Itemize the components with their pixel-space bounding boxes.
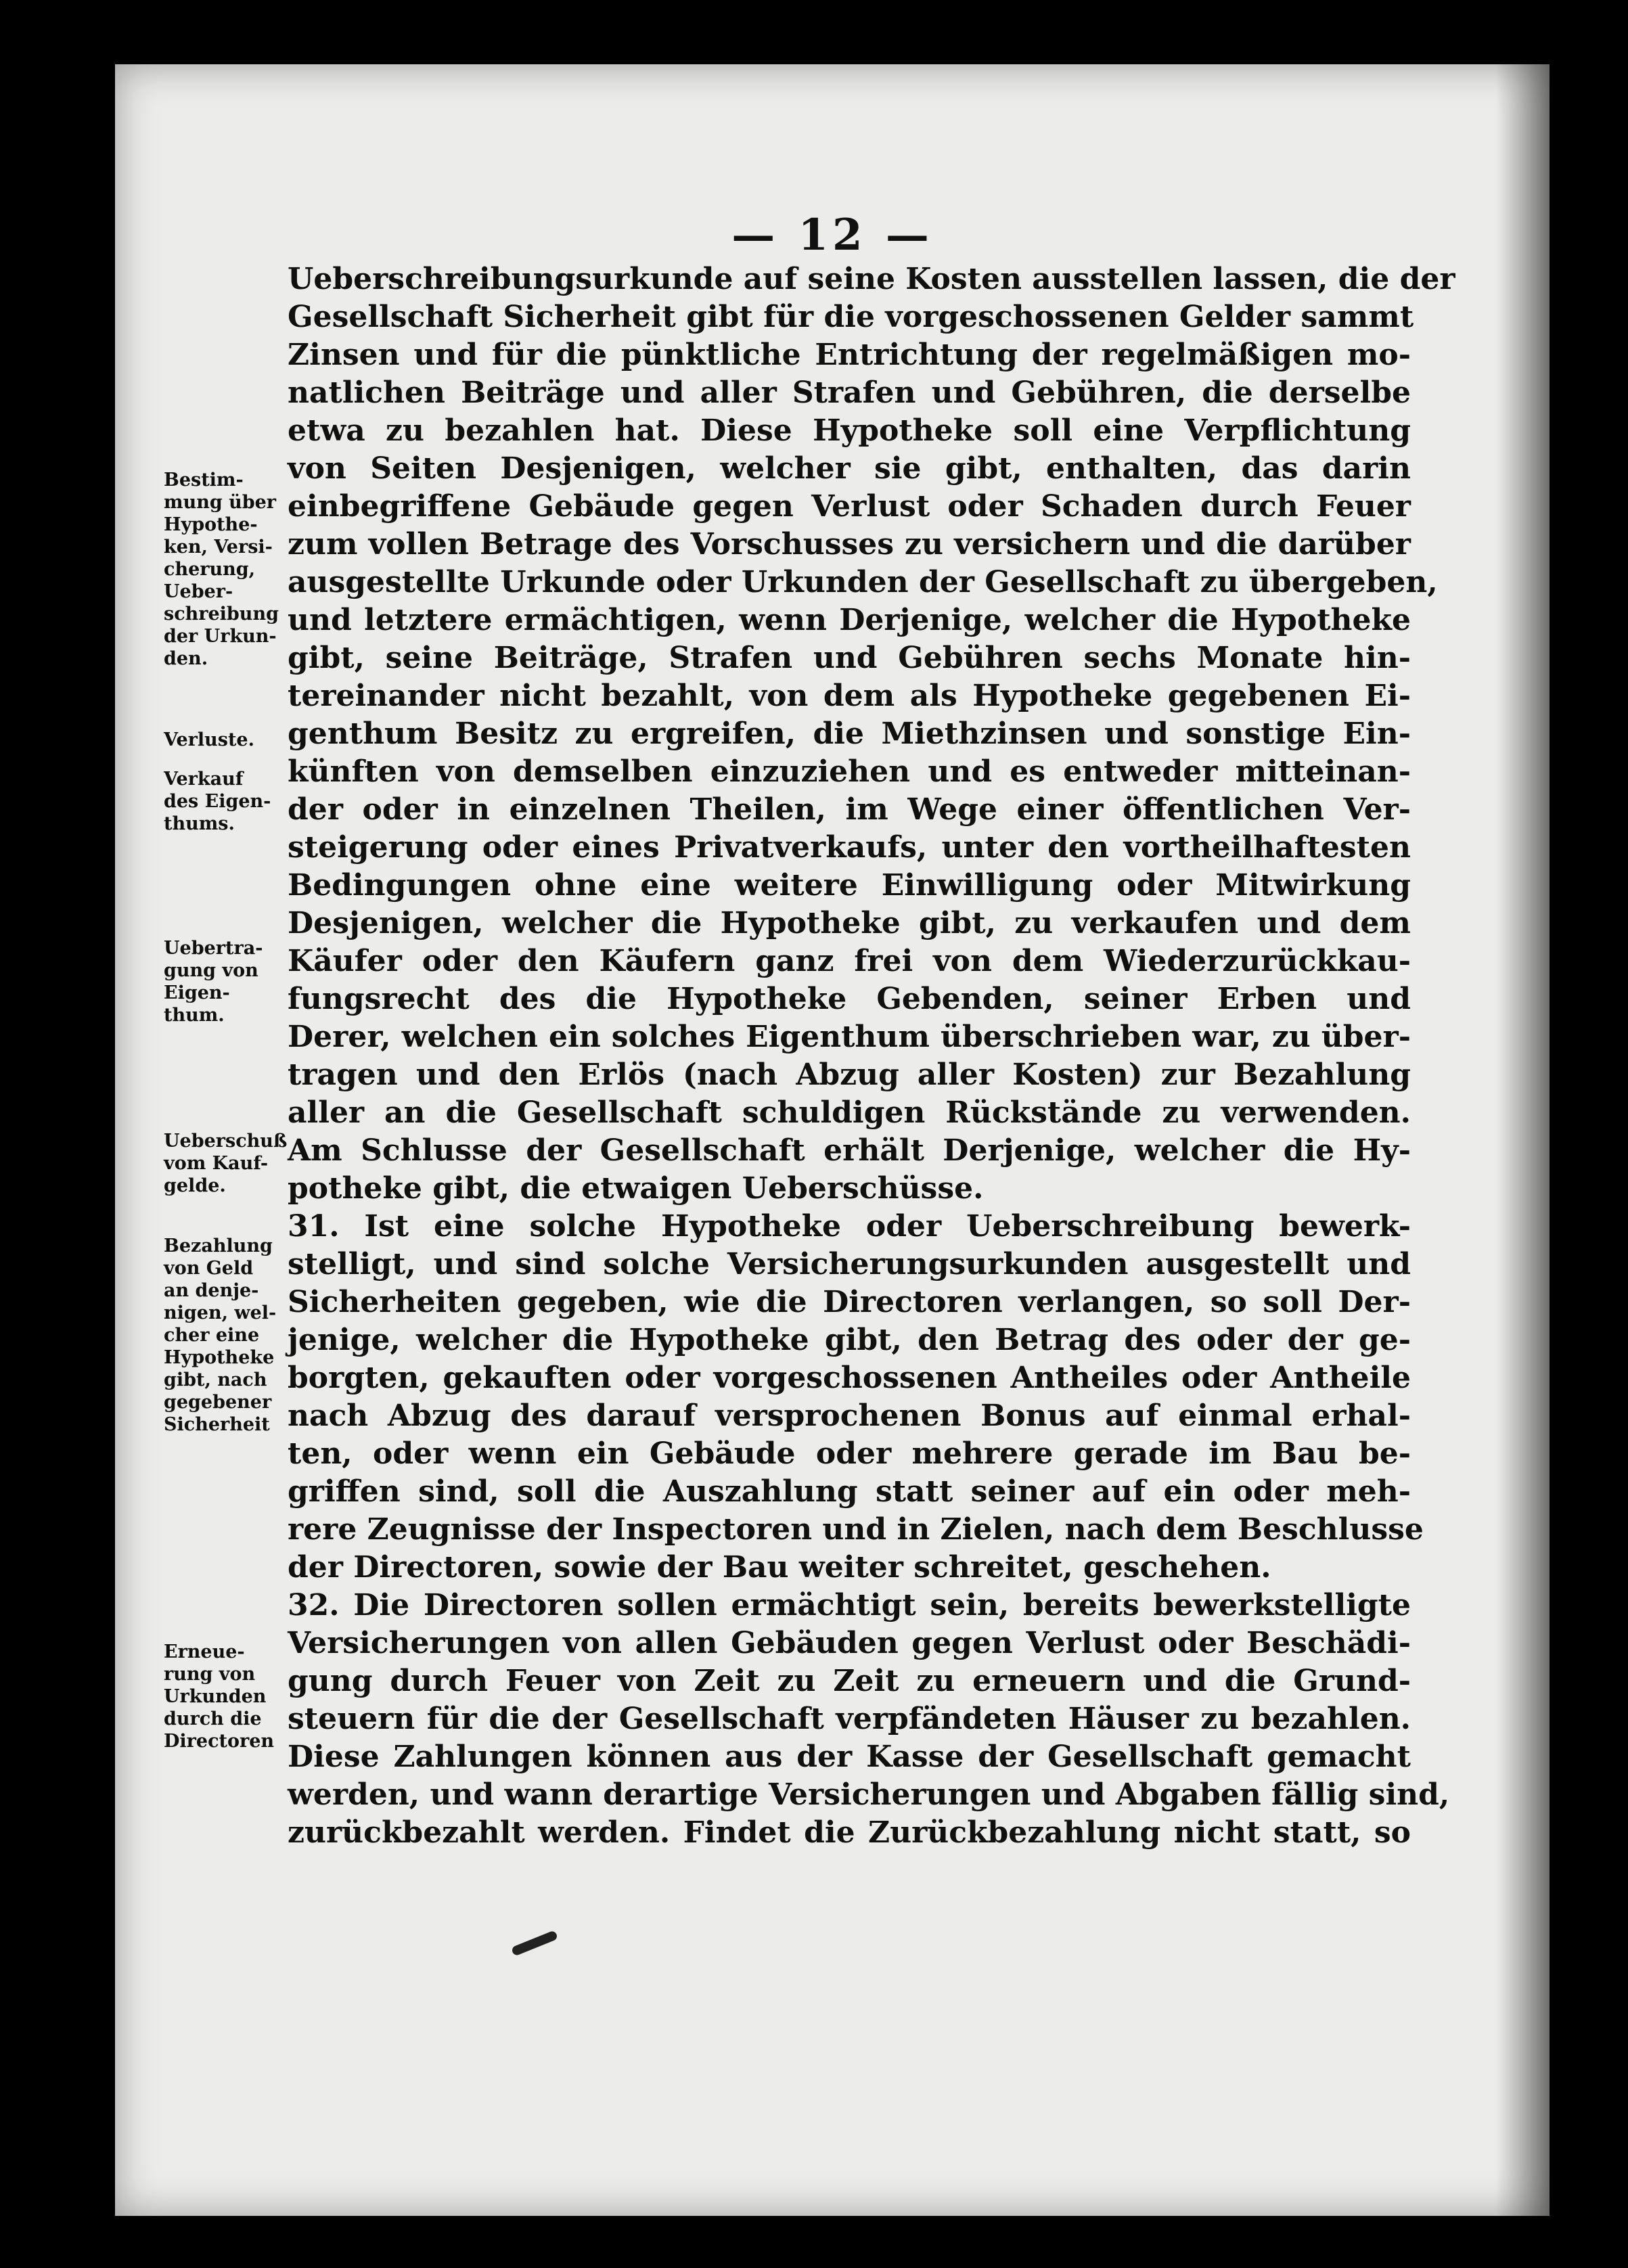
margin-note-verkauf: Verkauf des Eigen- thums. (164, 769, 271, 834)
text-line: zurückbezahlt werden. Findet die Zurückbezahlung nicht statt, so (288, 1815, 1411, 1850)
text-line: Am Schlusse der Gesellschaft erhält Derjenige, welcher die Hy- (288, 1133, 1411, 1168)
text-line: rere Zeugnisse der Inspectoren und in Zielen, nach dem Beschlusse (288, 1512, 1424, 1547)
text-line: tereinander nicht bezahlt, von dem als Hypotheke gegebenen Ei- (288, 679, 1411, 713)
text-line: steuern für die der Gesellschaft verpfändeten Häuser zu bezahlen. (288, 1702, 1411, 1736)
text-line: tragen und den Erlös (nach Abzug aller Kosten) zur Bezahlung (288, 1058, 1411, 1092)
text-line: Derer, welchen ein solches Eigenthum überschrieben war, zu über- (288, 1020, 1411, 1054)
text-line: ten, oder wenn ein Gebäude oder mehrere gerade im Bau be- (288, 1436, 1411, 1471)
text-line: nach Abzug des darauf versprochenen Bonus auf einmal erhal- (288, 1399, 1411, 1433)
text-line: Zinsen und für die pünktliche Entrichtung der regelmäßigen mo- (288, 338, 1411, 372)
text-line: Käufer oder den Käufern ganz frei von dem Wiederzurückkau- (288, 944, 1411, 978)
text-line: Versicherungen von allen Gebäuden gegen Verlust oder Beschädi- (288, 1626, 1411, 1660)
text-line: fungsrecht des die Hypotheke Gebenden, seiner Erben und (288, 982, 1411, 1016)
ink-stroke-mark (511, 1930, 558, 1956)
text-line: Desjenigen, welcher die Hypotheke gibt, zu verkaufen und dem (288, 906, 1411, 940)
text-line: von Seiten Desjenigen, welcher sie gibt, enthalten, das darin (288, 451, 1411, 486)
text-line: Ueberschreibungsurkunde auf seine Kosten ausstellen lassen, die der (288, 262, 1455, 296)
text-line: etwa zu bezahlen hat. Diese Hypotheke soll eine Verpflichtung (288, 413, 1411, 448)
text-line: griffen sind, soll die Auszahlung statt seiner auf ein oder meh- (288, 1474, 1411, 1509)
text-line: steigerung oder eines Privatverkaufs, unter den vortheilhaftesten (288, 830, 1411, 865)
text-line: Sicherheiten gegeben, wie die Directoren verlangen, so soll Der- (288, 1285, 1411, 1319)
text-line: zum vollen Betrage des Vorschusses zu versichern und die darüber (288, 527, 1411, 562)
text-line: Bedingungen ohne eine weitere Einwilligung oder Mitwirkung (288, 868, 1411, 903)
text-line: künften von demselben einzuziehen und es entweder mitteinan- (288, 754, 1411, 789)
margin-note-hypotheken: Bestim- mung über Hypothe- ken, Versi- cherung, Ueber- schreibung der Urkun- den. (164, 470, 279, 669)
text-line: Diese Zahlungen können aus der Kasse der Gesellschaft gemacht (288, 1740, 1411, 1774)
text-line: gung durch Feuer von Zeit zu Zeit zu erneuern und die Grund- (288, 1664, 1411, 1698)
margin-note-ueberschuss: Ueberschuß vom Kauf- gelde. (164, 1131, 288, 1196)
text-line: der Directoren, sowie der Bau weiter schreitet, geschehen. (288, 1550, 1271, 1585)
text-line: jenige, welcher die Hypotheke gibt, den Betrag des oder der ge- (288, 1323, 1411, 1357)
text-line: natlichen Beiträge und aller Strafen und Gebühren, die derselbe (288, 376, 1411, 410)
text-line: und letztere ermächtigen, wenn Derjenige, welcher die Hypotheke (288, 603, 1411, 637)
text-line: genthum Besitz zu ergreifen, die Miethzinsen und sonstige Ein- (288, 717, 1411, 751)
margin-note-uebertragung: Uebertra- gung von Eigen- thum. (164, 938, 263, 1026)
page-edge-shadow (1495, 64, 1550, 2216)
margin-note-erneuerung: Erneue- rung von Urkunden durch die Directoren (164, 1641, 275, 1752)
text-line: 32. Die Directoren sollen ermächtigt sein, bereits bewerkstelligte (288, 1588, 1411, 1623)
text-line: der oder in einzelnen Theilen, im Wege einer öffentlichen Ver- (288, 792, 1411, 827)
text-line: ausgestellte Urkunde oder Urkunden der Gesellschaft zu übergeben, (288, 565, 1438, 599)
text-line: borgten, gekauften oder vorgeschossenen Antheiles oder Antheile (288, 1361, 1411, 1395)
text-line: einbegriffene Gebäude gegen Verlust oder Schaden durch Feuer (288, 489, 1411, 524)
text-line: aller an die Gesellschaft schuldigen Rückstände zu verwenden. (288, 1095, 1411, 1130)
text-line: 31. Ist eine solche Hypotheke oder Ueberschreibung bewerk- (288, 1209, 1411, 1244)
margin-note-bezahlung: Bezahlung von Geld an denje- nigen, wel- cher eine Hypotheke gibt, nach gegebener Sicherheit (164, 1235, 277, 1435)
page-number: — 12 — (731, 210, 933, 260)
scanned-page (115, 64, 1550, 2216)
text-line: Gesellschaft Sicherheit gibt für die vorgeschossenen Gelder sammt (288, 300, 1414, 334)
body-text (288, 260, 1455, 1852)
text-line: stelligt, und sind solche Versicherungsurkunden ausgestellt und (288, 1247, 1411, 1282)
margin-note-verluste: Verluste. (164, 729, 255, 750)
text-line: potheke gibt, die etwaigen Ueberschüsse. (288, 1171, 984, 1206)
text-line: werden, und wann derartige Versicherungen und Abgaben fällig sind, (288, 1777, 1450, 1812)
text-line: gibt, seine Beiträge, Strafen und Gebühren sechs Monate hin- (288, 641, 1411, 675)
